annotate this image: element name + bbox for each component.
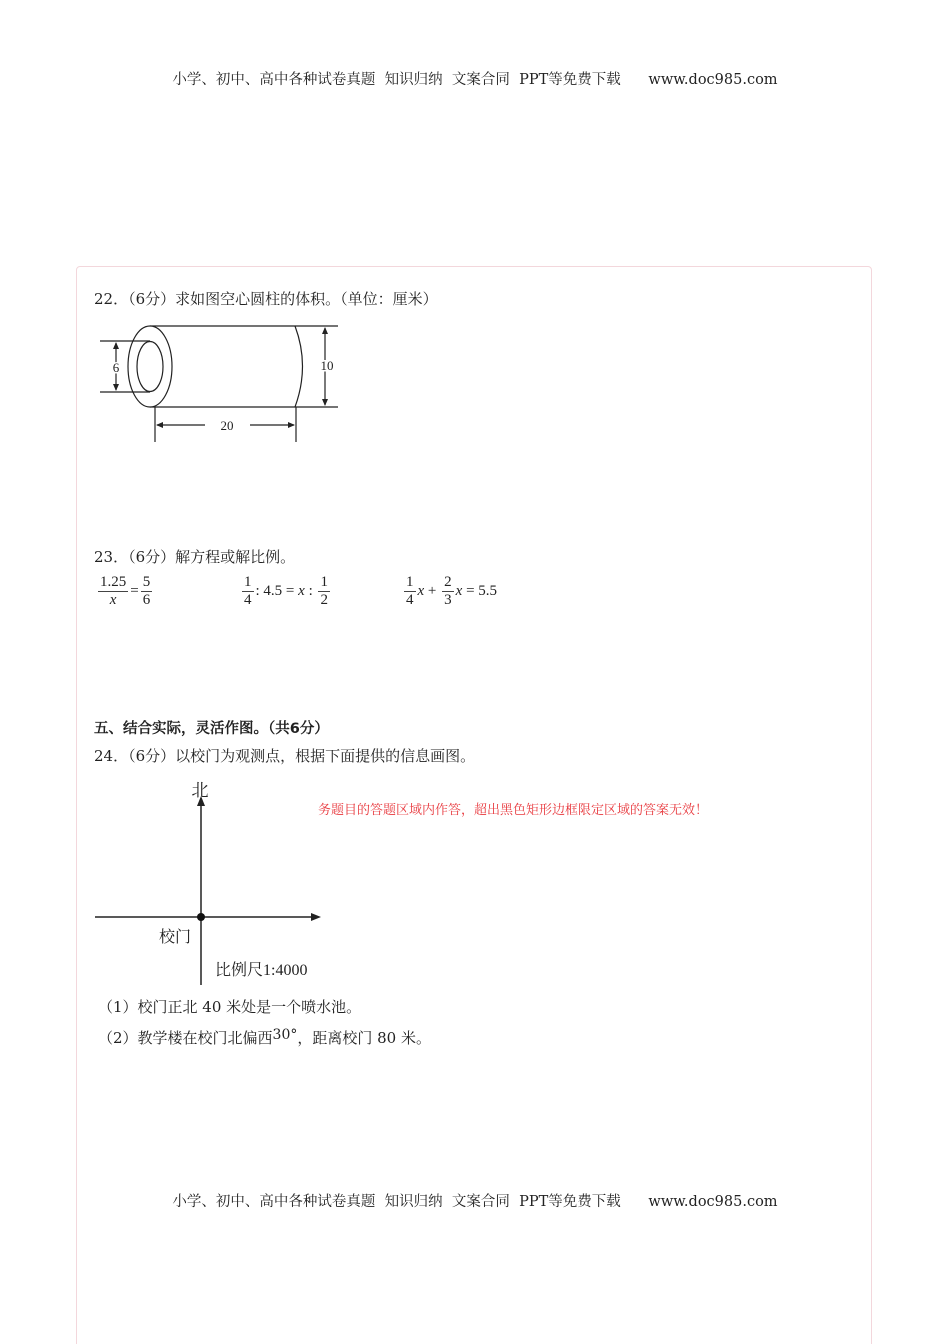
answer-area-warning: 务题目的答题区域内作答，超出黑色矩形边框限定区域的答案无效！ bbox=[318, 803, 709, 818]
section-5-title: 五、结合实际，灵活作图。（共6分） bbox=[94, 721, 329, 737]
north-label: 北 bbox=[191, 781, 209, 800]
equation-3: 1 4 x + $\frac{2}{3}$ x = 5.5 bbox=[406, 574, 498, 608]
question-22-title: 22．（6分）求如图空心圆柱的体积。（单位：厘米） bbox=[94, 290, 438, 308]
scale-label: 比例尺1:4000 bbox=[215, 962, 308, 979]
school-gate-label: 校门 bbox=[158, 929, 191, 946]
compass-diagram bbox=[93, 778, 333, 988]
inner-diameter-label: 6 bbox=[112, 360, 120, 375]
equation-2: 1 4 : 4.5 = x : 1 2 bbox=[244, 574, 328, 608]
length-label: 20 bbox=[220, 418, 234, 433]
q24-item-1: （1）校门正北 40 米处是一个喷水池。 bbox=[98, 998, 362, 1016]
page-footer: 小学、初中、高中各种试卷真题 知识归纳 文案合同 PPT等免费下载 www.doc985.com bbox=[172, 1194, 778, 1210]
question-23-title: 23．（6分）解方程或解比例。 bbox=[94, 548, 296, 566]
hollow-cylinder-diagram bbox=[95, 318, 345, 448]
q24-item-2: （2）教学楼在校门北偏西30°，距离校门 80 米。 bbox=[98, 1027, 431, 1047]
page-header: 小学、初中、高中各种试卷真题 知识归纳 文案合同 PPT等免费下载 www.doc985.com bbox=[172, 72, 778, 88]
equation-1: $\frac{1.25}{x}$ = $\frac{5}{6}$ bbox=[100, 574, 151, 608]
question-24-title: 24．（6分）以校门为观测点，根据下面提供的信息画图。 bbox=[94, 747, 476, 765]
outer-diameter-label: 10 bbox=[320, 358, 334, 373]
